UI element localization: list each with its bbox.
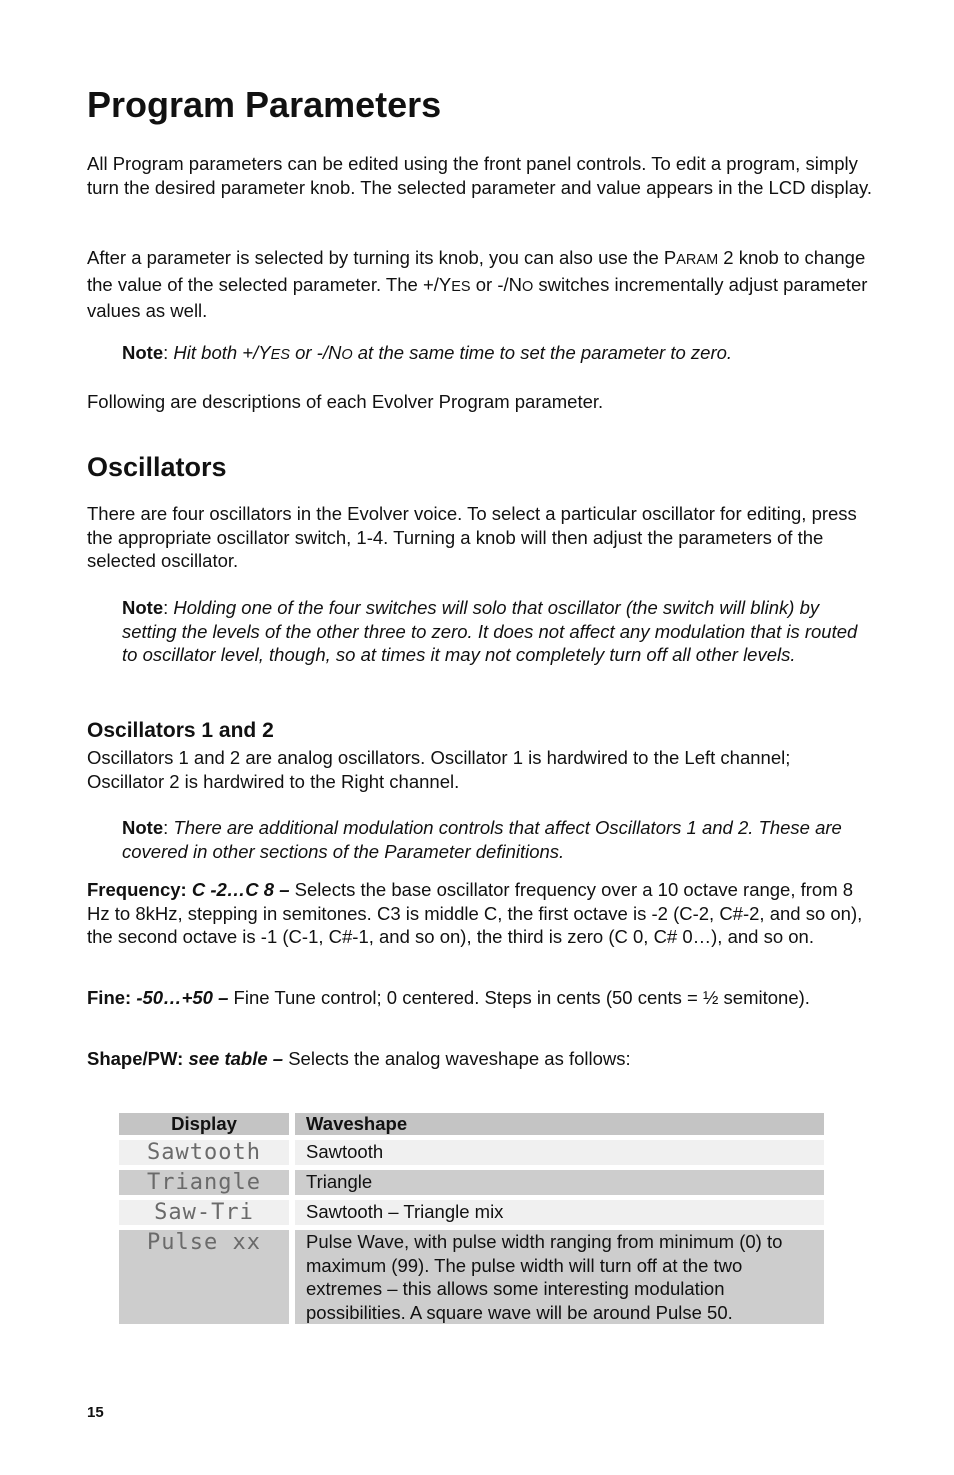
- table-row: [119, 1140, 824, 1165]
- waveshape-value: Sawtooth – Triangle mix: [295, 1200, 824, 1225]
- header-waveshape: Waveshape: [295, 1113, 824, 1135]
- table-row: [119, 1170, 824, 1195]
- intro-paragraph-3: Following are descriptions of each Evolver Program parameter.: [87, 391, 604, 412]
- waveshape-value: Sawtooth: [295, 1140, 824, 1165]
- lcd-display-value: Pulse xx: [119, 1230, 289, 1324]
- page-number: 15: [87, 1404, 104, 1421]
- osc12-heading: Oscillators 1 and 2: [87, 719, 274, 742]
- table-row: [119, 1230, 824, 1324]
- oscillators-paragraph: There are four oscillators in the Evolver voice. To select a particular oscillator for editing, press the appropriate oscillator switch, 1-4. Turning a knob will then adjust the parameters of the selected oscillator.: [87, 503, 857, 572]
- oscillators-note: Note: Holding one of the four switches will solo that oscillator (the switch will blink) by setting the levels of the other three to zero. It does not affect any modulation that is routed to oscillator level, though, so at times it may not completely turn off all other levels.: [122, 597, 858, 666]
- lcd-display-value: Sawtooth: [119, 1140, 289, 1165]
- shape-parameter: Shape/PW: see table – Selects the analog waveshape as follows:: [87, 1048, 631, 1069]
- waveshape-table: [119, 1108, 824, 1329]
- osc12-paragraph: Oscillators 1 and 2 are analog oscillators. Oscillator 1 is hardwired to the Left channel; Oscillator 2 is hardwired to the Right channel.: [87, 747, 791, 792]
- oscillators-heading: Oscillators: [87, 452, 227, 482]
- intro-paragraph-1: All Program parameters can be edited using the front panel controls. To edit a program, simply turn the desired parameter knob. The selected parameter and value appears in the LCD display.: [87, 153, 872, 198]
- lcd-display-value: Triangle: [119, 1170, 289, 1195]
- lcd-display-value: Saw-Tri: [119, 1200, 289, 1225]
- waveshape-value: Triangle: [295, 1170, 824, 1195]
- waveshape-value: Pulse Wave, with pulse width ranging from minimum (0) to maximum (99). The pulse width will turn off at the two extremes – this allows some interesting modulation possibilities. A square wave will be around Pulse 50.: [295, 1230, 824, 1324]
- frequency-parameter: Frequency: C -2…C 8 – Selects the base oscillator frequency over a 10 octave range, from 8 Hz to 8kHz, stepping in semitones. C3 is middle C, the first octave is -2 (C-2, C#-2, and so on), the second octave is -1 (C-1, C#-1, and so on), the third is zero (C 0, C# 0…), and so on.: [87, 879, 863, 948]
- fine-parameter: Fine: -50…+50 – Fine Tune control; 0 centered. Steps in cents (50 cents = ½ semitone).: [87, 987, 810, 1008]
- page-title: Program Parameters: [87, 84, 442, 125]
- table-header-row: [119, 1113, 824, 1135]
- osc12-note: Note: There are additional modulation controls that affect Oscillators 1 and 2. These are covered in other sections of the Parameter definitions.: [122, 817, 842, 862]
- intro-paragraph-2: After a parameter is selected by turning its knob, you can also use the PARAM 2 knob to change the value of the selected parameter. The +/YES or -/NO switches incrementally adjust parameter values as well.: [87, 247, 868, 322]
- table-row: [119, 1200, 824, 1225]
- header-display: Display: [119, 1113, 289, 1135]
- intro-note: Note: Hit both +/YES or -/NO at the same time to set the parameter to zero.: [122, 342, 733, 363]
